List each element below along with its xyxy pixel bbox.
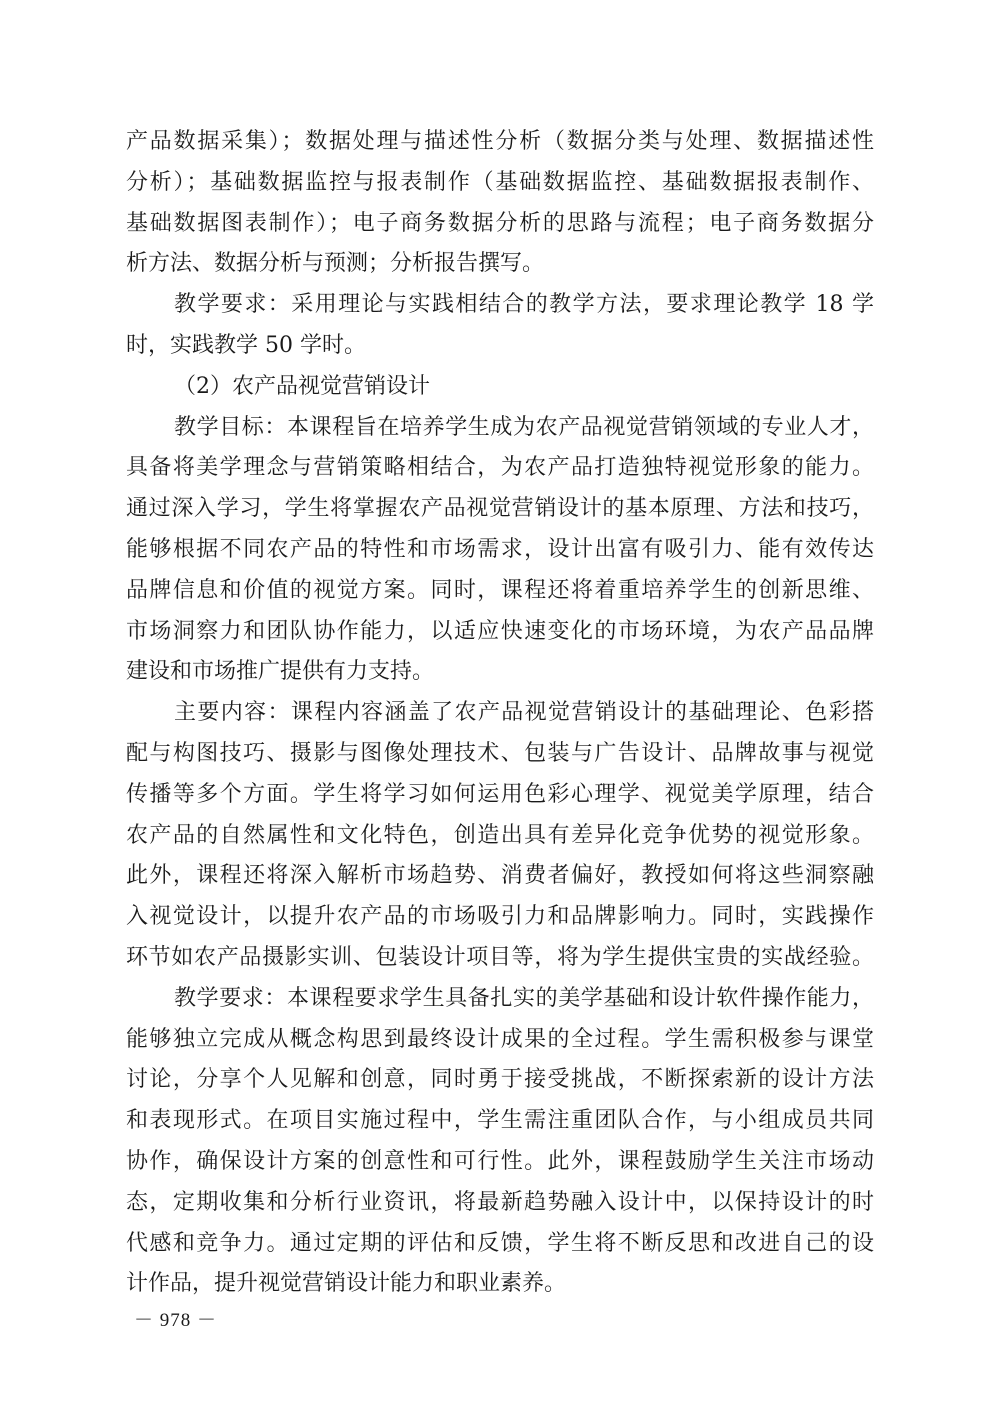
text-line: 和表现形式。在项目实施过程中，学生需注重团队合作，与小组成员共同 xyxy=(126,1108,874,1134)
text-line: 教学目标：本课程旨在培养学生成为农产品视觉营销领域的专业人才， xyxy=(174,414,874,440)
text-line: 教学要求：本课程要求学生具备扎实的美学基础和设计软件操作能力， xyxy=(174,985,874,1011)
text-line: 环节如农产品摄影实训、包装设计项目等，将为学生提供宝贵的实战经验。 xyxy=(126,944,874,970)
text-line: 代感和竞争力。通过定期的评估和反馈，学生将不断反思和改进自己的设 xyxy=(126,1230,874,1256)
text-line: 析方法、数据分析与预测；分析报告撰写。 xyxy=(126,251,545,277)
text-line: 分析）；基础数据监控与报表制作（基础数据监控、基础数据报表制作、 xyxy=(126,169,874,195)
text-line: 协作，确保设计方案的创意性和可行性。此外，课程鼓励学生关注市场动 xyxy=(126,1148,874,1174)
text-line: 计作品，提升视觉营销设计能力和职业素养。 xyxy=(126,1271,567,1297)
section-heading: （2）农产品视觉营销设计 xyxy=(174,373,430,399)
text-line: 市场洞察力和团队协作能力，以适应快速变化的市场环境，为农产品品牌 xyxy=(126,618,874,644)
text-line: 配与构图技巧、摄影与图像处理技术、包装与广告设计、品牌故事与视觉 xyxy=(126,740,874,766)
text-line: 此外，课程还将深入解析市场趋势、消费者偏好，教授如何将这些洞察融 xyxy=(126,863,874,889)
text-line: 产品数据采集）；数据处理与描述性分析（数据分类与处理、数据描述性 xyxy=(126,129,874,154)
text-line: 建设和市场推广提供有力支持。 xyxy=(126,659,435,685)
text-line: 能够根据不同农产品的特性和市场需求，设计出富有吸引力、能有效传达 xyxy=(126,536,874,562)
text-line: 教学要求：采用理论与实践相结合的教学方法，要求理论教学 18 学 xyxy=(174,292,874,318)
text-line: 时，实践教学 50 学时。 xyxy=(126,332,366,358)
document-body xyxy=(126,122,874,1305)
text-line: 讨论，分享个人见解和创意，同时勇于接受挑战，不断探索新的设计方法 xyxy=(126,1067,874,1093)
text-line: 能够独立完成从概念构思到最终设计成果的全过程。学生需积极参与课堂 xyxy=(126,1026,874,1052)
text-line: 农产品的自然属性和文化特色，创造出具有差异化竞争优势的视觉形象。 xyxy=(126,822,874,848)
text-line: 具备将美学理念与营销策略相结合，为农产品打造独特视觉形象的能力。 xyxy=(126,455,874,481)
text-line: 品牌信息和价值的视觉方案。同时，课程还将着重培养学生的创新思维、 xyxy=(126,577,874,603)
text-line: 通过深入学习，学生将掌握农产品视觉营销设计的基本原理、方法和技巧， xyxy=(126,496,874,522)
text-line: 传播等多个方面。学生将学习如何运用色彩心理学、视觉美学原理，结合 xyxy=(126,781,874,807)
text-line: 主要内容：课程内容涵盖了农产品视觉营销设计的基础理论、色彩搭 xyxy=(174,700,874,726)
text-line: 基础数据图表制作）；电子商务数据分析的思路与流程；电子商务数据分 xyxy=(126,210,874,236)
text-line: 态，定期收集和分析行业资讯，将最新趋势融入设计中，以保持设计的时 xyxy=(126,1189,874,1215)
page-number: － 978 － xyxy=(134,1310,218,1331)
text-line: 入视觉设计，以提升农产品的市场吸引力和品牌影响力。同时，实践操作 xyxy=(126,904,874,930)
